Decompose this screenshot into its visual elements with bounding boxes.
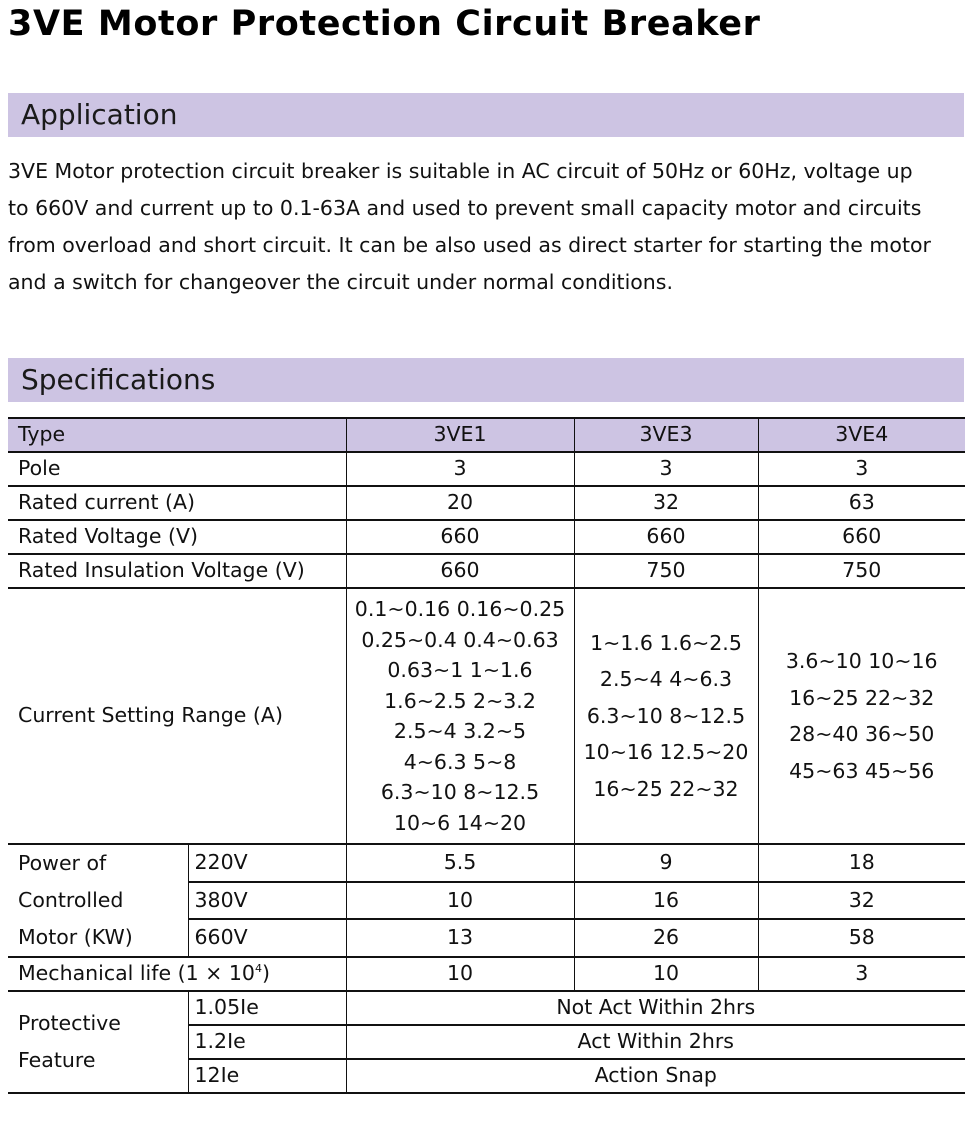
label-line: Motor (KW) [18,925,133,949]
cell-value: 9 [574,844,758,882]
range-line: 2.5~4 3.2~5 [393,719,527,743]
feature-value: Not Act Within 2hrs [346,991,965,1025]
range-cell-3ve4 [758,588,965,844]
description-line: and a switch for changeover the circuit under normal conditions. [8,270,673,294]
col-header-3ve3: 3VE3 [574,418,758,452]
protective-label [8,991,188,1093]
range-line: 4~6.3 5~8 [403,749,517,774]
range-line: 6.3~10 8~12.5 [586,703,746,728]
mechanical-exponent: 4 [254,962,262,976]
row-label: Rated Insulation Voltage (V) [8,554,346,588]
cell-value: 20 [346,486,574,520]
condition-label: 12Ie [188,1059,346,1093]
cell-value: 660 [346,520,574,554]
cell-value: 32 [758,882,965,920]
table-row-rated-current [8,486,965,520]
cell-value: 63 [758,486,965,520]
cell-value: 750 [574,554,758,588]
cell-value: 26 [574,919,758,957]
table-row-protective-105 [8,991,965,1025]
cell-value: 660 [758,520,965,554]
table-row-mechanical-life [8,957,965,991]
range-line: 1.6~2.5 2~3.2 [384,688,536,713]
range-line: 0.63~1 1~1.6 [387,658,533,682]
mechanical-label: Mechanical life (1 × 10 [18,961,255,986]
label-line: Protective [18,1011,121,1035]
cell-value: 13 [346,919,574,957]
condition-label: 1.05Ie [188,991,346,1025]
table-row-current-setting-range [8,588,965,844]
row-label: Rated Voltage (V) [8,520,346,554]
row-label: Current Setting Range (A) [8,588,346,844]
range-line: 28~40 36~50 [789,722,935,746]
cell-value: 16 [574,882,758,920]
label-line: Feature [18,1048,96,1072]
specifications-table [8,417,965,1094]
cell-value: 3 [574,452,758,486]
type-label: Type [8,418,346,452]
cell-value: 5.5 [346,844,574,882]
range-line: 16~25 22~32 [593,776,739,801]
range-cell-3ve1 [346,588,574,844]
label-line: Controlled [18,888,124,912]
cell-value: 3 [346,452,574,486]
col-header-3ve1: 3VE1 [346,418,574,452]
specifications-heading: Specifications [8,358,964,402]
label-line: Power of [18,851,107,875]
cell-value: 32 [574,486,758,520]
range-line: 3.6~10 10~16 [785,649,938,673]
table-row-power-220v [8,844,965,882]
range-cell-3ve3 [574,588,758,844]
description-line: from overload and short circuit. It can be also used as direct starter for starting the motor [8,233,931,257]
range-line: 0.1~0.16 0.16~0.25 [354,597,566,621]
voltage-label: 660V [188,919,346,957]
power-label [8,844,188,957]
row-label: Rated current (A) [8,486,346,520]
table-row-pole [8,452,965,486]
mechanical-label-end: ) [261,961,270,986]
cell-value: 18 [758,844,965,882]
cell-value: 10 [574,957,758,991]
application-description [8,153,968,301]
feature-value: Action Snap [346,1059,965,1093]
range-line: 10~6 14~20 [393,810,527,835]
range-line: 45~63 45~56 [789,758,935,783]
voltage-label: 220V [188,844,346,882]
col-header-3ve4: 3VE4 [758,418,965,452]
table-row-rated-voltage [8,520,965,554]
cell-value: 660 [346,554,574,588]
range-line: 0.25~0.4 0.4~0.63 [361,627,559,652]
range-line: 2.5~4 4~6.3 [599,667,733,692]
cell-value: 3 [758,452,965,486]
cell-value: 750 [758,554,965,588]
feature-value: Act Within 2hrs [346,1025,965,1059]
row-label: Pole [8,452,346,486]
range-line: 16~25 22~32 [789,685,935,710]
page-title: 3VE Motor Protection Circuit Breaker [8,4,761,44]
description-line: 3VE Motor protection circuit breaker is suitable in AC circuit of 50Hz or 60Hz, voltage up [8,159,913,183]
cell-value: 10 [346,957,574,991]
table-row-insulation-voltage [8,554,965,588]
cell-value: 660 [574,520,758,554]
range-line: 6.3~10 8~12.5 [380,780,540,804]
condition-label: 1.2Ie [188,1025,346,1059]
cell-value: 58 [758,919,965,957]
voltage-label: 380V [188,882,346,920]
row-label [8,957,346,991]
description-line: to 660V and current up to 0.1-63A and used to prevent small capacity motor and circuits [8,196,922,220]
cell-value: 3 [758,957,965,991]
range-line: 10~16 12.5~20 [583,740,749,765]
range-line: 1~1.6 1.6~2.5 [590,630,742,655]
application-heading: Application [8,93,964,137]
cell-value: 10 [346,882,574,920]
table-header-row [8,418,965,452]
